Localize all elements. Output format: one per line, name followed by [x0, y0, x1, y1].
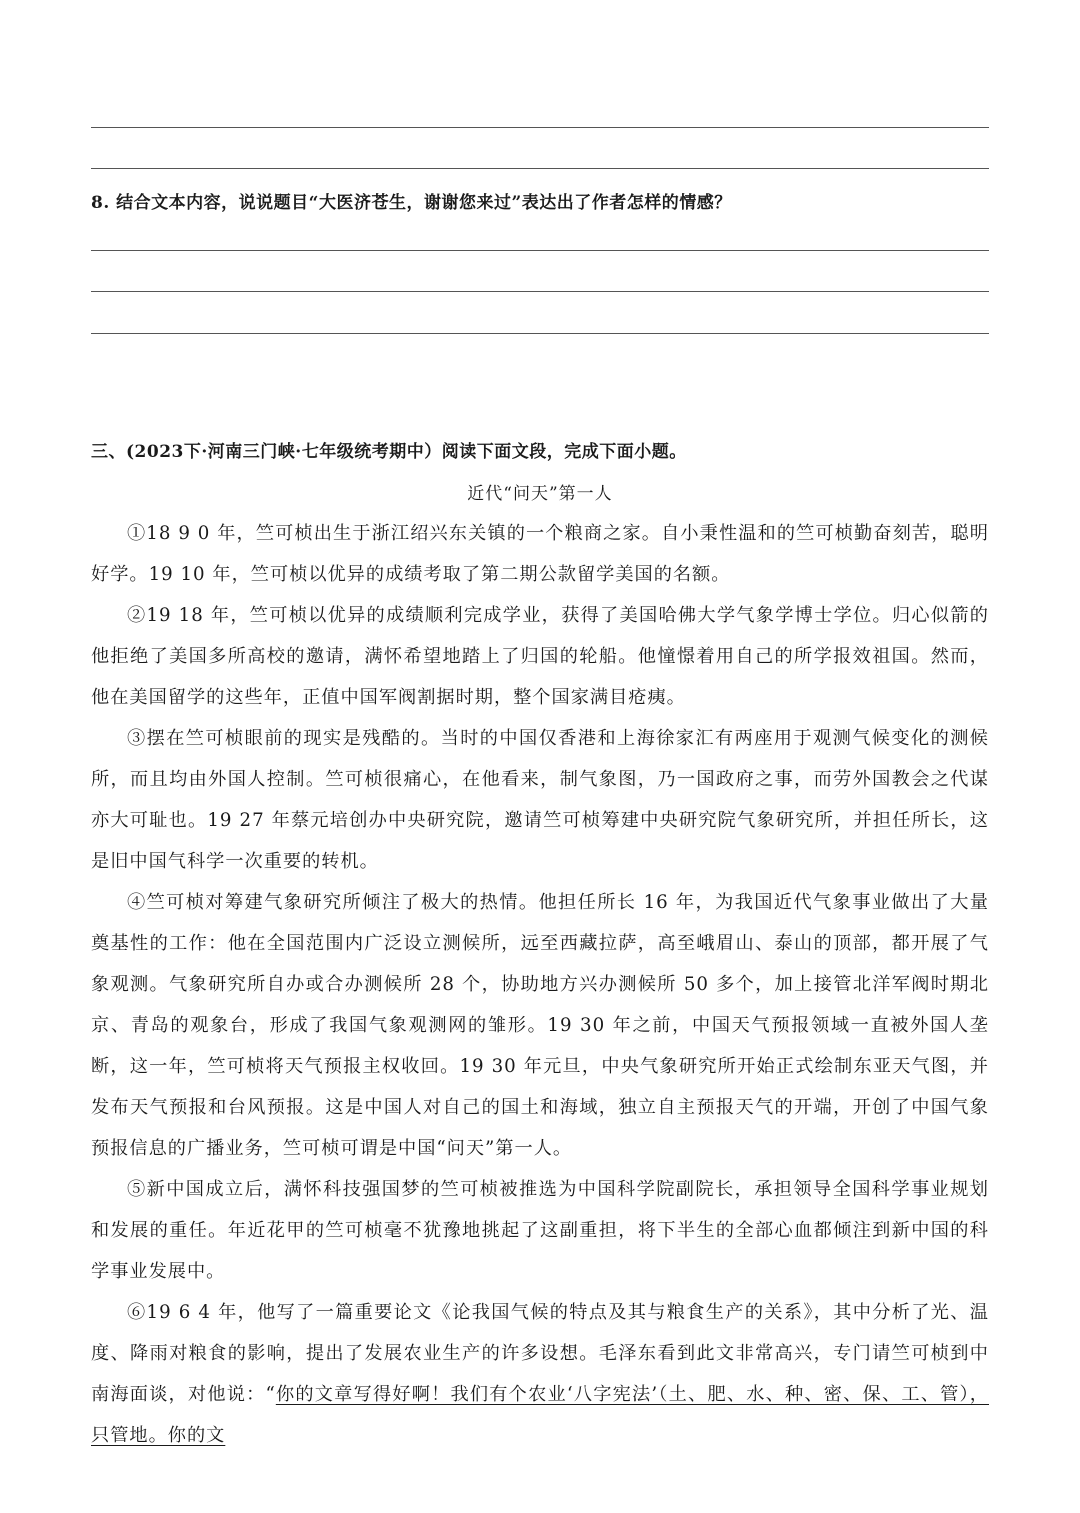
article-title: 近代“问天”第一人: [467, 484, 613, 504]
paragraph-6-lead: ⑥19 6 4 年，他写了一篇重要论文《论我国气候的特点及其与粮食生产的关系》，其中分析了光、温度、降雨对粮食的影响，提出了发展农业生产的许多设想。毛泽东看到此文非常高兴，专门请竺可桢到中南海面谈，对他说：“: [91, 1302, 989, 1405]
section-header: 三、(2023下·河南三门峡·七年级统考期中）阅读下面文段，完成下面小题。: [91, 442, 687, 462]
answer-line: [91, 333, 989, 334]
question-8: 8. 结合文本内容，说说题目“大医济苍生，谢谢您来过”表达出了作者怎样的情感？: [91, 193, 732, 213]
paragraph-3: ③摆在竺可桢眼前的现实是残酷的。当时的中国仅香港和上海徐家汇有两座用于观测气候变化的测候所，而且均由外国人控制。竺可桢很痛心，在他看来，制气象图，乃一国政府之事，而劳外国教会之代谋亦大可耻也。19 27 年蔡元培创办中央研究院，邀请竺可桢筹建中央研究院气象研究所，并担任所长，这是旧中国气科学一次重要的转机。: [91, 728, 989, 872]
answer-line: [91, 291, 989, 292]
paragraph-5: ⑤新中国成立后，满怀科技强国梦的竺可桢被推选为中国科学院副院长，承担领导全国科学事业规划和发展的重任。年近花甲的竺可桢毫不犹豫地挑起了这副重担，将下半生的全部心血都倾注到新中国的科学事业发展中。: [91, 1179, 989, 1282]
answer-line: [91, 168, 989, 169]
paragraph-4: ④竺可桢对筹建气象研究所倾注了极大的热情。他担任所长 16 年，为我国近代气象事业做出了大量奠基性的工作：他在全国范围内广泛设立测候所，远至西藏拉萨，高至峨眉山、泰山的顶部，都开展了气象观测。气象研究所自办或合办测候所 28 个，协助地方兴办测候所 50 多个，加上接管北洋军阀时期北京、青岛的观象台，形成了我国气象观测网的雏形。19 30 年之前，中国天气预报领域一直被外国人垄断，这一年，竺可桢将天气预报主权收回。19 30 年元旦，中央气象研究所开始正式绘制东亚天气图，并发布天气预报和台风预报。这是中国人对自己的国土和海域，独立自主预报天气的开端，开创了中国气象预报信息的广播业务，竺可桢可谓是中国“问天”第一人。: [91, 892, 989, 1159]
paragraph-6: [91, 1292, 989, 1456]
answer-line: [91, 250, 989, 251]
paragraph-6-underlined-quote: 你的文章写得好啊！我们有个农业‘八字宪法’（土、肥、水、种、密、保、工、管），只管地。你的文: [91, 1384, 989, 1446]
paragraph-1: ①18 9 0 年，竺可桢出生于浙江绍兴东关镇的一个粮商之家。自小秉性温和的竺可桢勤奋刻苦，聪明好学。19 10 年，竺可桢以优异的成绩考取了第二期公款留学美国的名额。: [91, 523, 989, 585]
paragraph-2: ②19 18 年，竺可桢以优异的成绩顺利完成学业，获得了美国哈佛大学气象学博士学位。归心似箭的他拒绝了美国多所高校的邀请，满怀希望地踏上了归国的轮船。他憧憬着用自己的所学报效祖国。然而，他在美国留学的这些年，正值中国军阀割据时期，整个国家满目疮痍。: [91, 605, 989, 708]
article-body: [91, 513, 989, 1456]
answer-line: [91, 127, 989, 128]
